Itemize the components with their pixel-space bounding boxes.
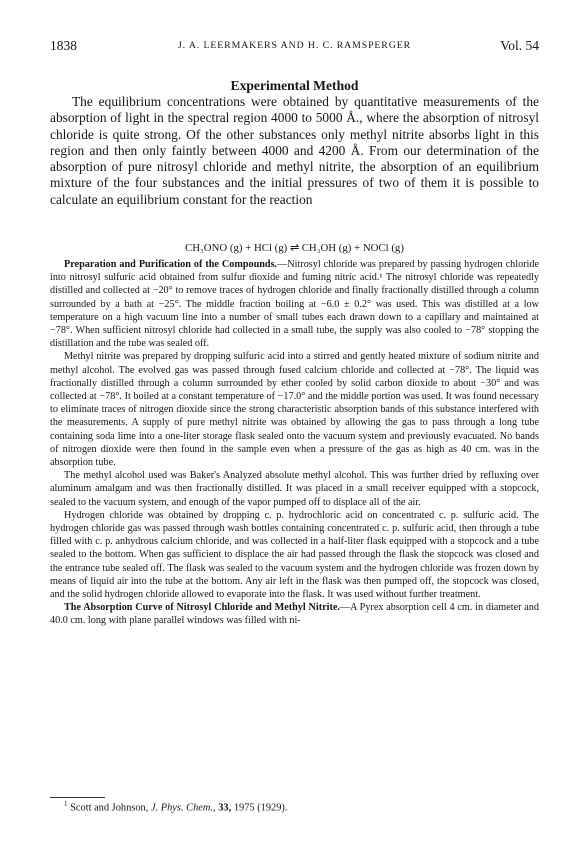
paragraph-text: —A Pyrex absorption cell 4 cm. in diameter and 40.0 cm. long with plane parallel windows was filled with ni- — [50, 602, 539, 627]
running-header — [50, 38, 539, 54]
paragraph-methyl-nitrite: Methyl nitrite was prepared by dropping sulfuric acid into a stirred and gently heated mixture of sodium nitrite and methyl alcohol. The evolved gas was passed through fused calcium chloride and collected at −78°. The liquid was fractionally distilled through a column surrounded by ether cooled by solid carbon dioxide to about −30° and was collected at −78°. It boiled at a constant temperature of −17.0° and the middle portion was used. It was found necessary to eliminate traces of nitrogen dioxide since the strong characteristic absorption bands of this substance interfered with the measurements. A supply of pure methyl nitrite was obtained by allowing the gas to pass through a long tube containing soda lime into a one-liter storage flask sealed onto the vacuum system and previously evacuated. No bands of nitrogen dioxide were then found in the sample even when a pressure of the gas as high as 40 cm. was in the absorption tube. — [50, 351, 539, 469]
volume-label: Vol. 54 — [500, 38, 539, 53]
run-in-heading: The Absorption Curve of Nitrosyl Chloride and Methyl Nitrite. — [64, 602, 340, 614]
footnote-pages-year: 1975 (1929). — [233, 802, 288, 814]
paragraph-preparation — [50, 258, 539, 350]
section-title: Experimental Method — [230, 78, 359, 93]
footnote-marker: 1 — [64, 800, 68, 808]
paragraph-hydrogen-chloride: Hydrogen chloride was obtained by dropping c. p. hydrochloric acid on concentrated c. p. sulfuric acid. The hydrogen chloride gas was passed through wash bottles containing concentrated c. p. sulfuric acid, then through a tube filled with c. p. anhydrous calcium chloride, and was collected in a half-liter flask equipped with a stopcock and a tube sealed to the bottom. When gas sufficient to displace the air had passed through the flask the stopcock was closed and the entrance tube sealed off. The flask was sealed to the vacuum system and the hydrogen chloride was frozen down by means of liquid air into the tube at the bottom. Any air left in the flask was then pumped off, the stopcock was closed, and the solid hydrogen chloride allowed to evaporate into the flask. It was used without further treatment. — [50, 509, 539, 601]
paragraph-text: —Nitrosyl chloride was prepared by passing hydrogen chloride into nitrosyl sulfuric acid obtained from sulfur dioxide and fuming nitric acid.¹ The nitrosyl chloride was repeatedly distilled and collected at −20° to remove traces of hydrogen chloride and finally fractionally distilled through a column surrounded by a bath at −25°. The middle fraction boiling at −6.0 ± 0.2° was used. This was distilled at a low temperature on a high vacuum line into a number of small tubes each drawn down to a capillary and maintained at −78°. When sufficient nitrosyl chloride had collected in a small tube, the supply was also cooled to −78° stopping the distillation and the tube was sealed off. — [50, 259, 540, 350]
running-head-authors: J. A. LEERMAKERS AND H. C. RAMSPERGER — [177, 40, 412, 51]
run-in-heading: Preparation and Purification of the Compounds. — [64, 259, 278, 270]
reaction-equation: CH₃ONO (g) + HCl (g) ⇌ CH₃OH (g) + NOCl (g) — [185, 242, 404, 254]
footnote-authors: Scott and Johnson, — [70, 802, 149, 814]
paragraph-absorption-curve — [50, 601, 539, 627]
paragraph-methyl-alcohol: The methyl alcohol used was Baker's Analyzed absolute methyl alcohol. This was further dried by refluxing over aluminum amalgam and was then fractionally distilled. It was placed in a small receiver equipped with a stopcock, sealed to the vacuum system, and enough of the vapor pumped off to displace all of the air. — [50, 470, 539, 508]
article-body — [50, 258, 539, 628]
footnote-volume: 33, — [218, 802, 232, 814]
footnote-journal: J. Phys. Chem., — [150, 802, 216, 814]
footnote — [50, 800, 539, 813]
footnote-rule — [50, 797, 105, 798]
page-number: 1838 — [50, 38, 77, 53]
intro-paragraph: The equilibrium concentrations were obtained by quantitative measurements of the absorption of light in the spectral region 4000 to 5000 Å., where the absorption of nitrosyl chloride is quite strong. Of the other substances only methyl nitrite absorbs light in this region and then only faintly between 4000 and 4200 Å. From our determination of the absorption of pure nitrosyl chloride and methyl nitrite, the absorption of an equilibrium mixture of the four substances and the initial pressures of two of them it is possible to calculate an equilibrium constant for the reaction — [50, 94, 539, 207]
